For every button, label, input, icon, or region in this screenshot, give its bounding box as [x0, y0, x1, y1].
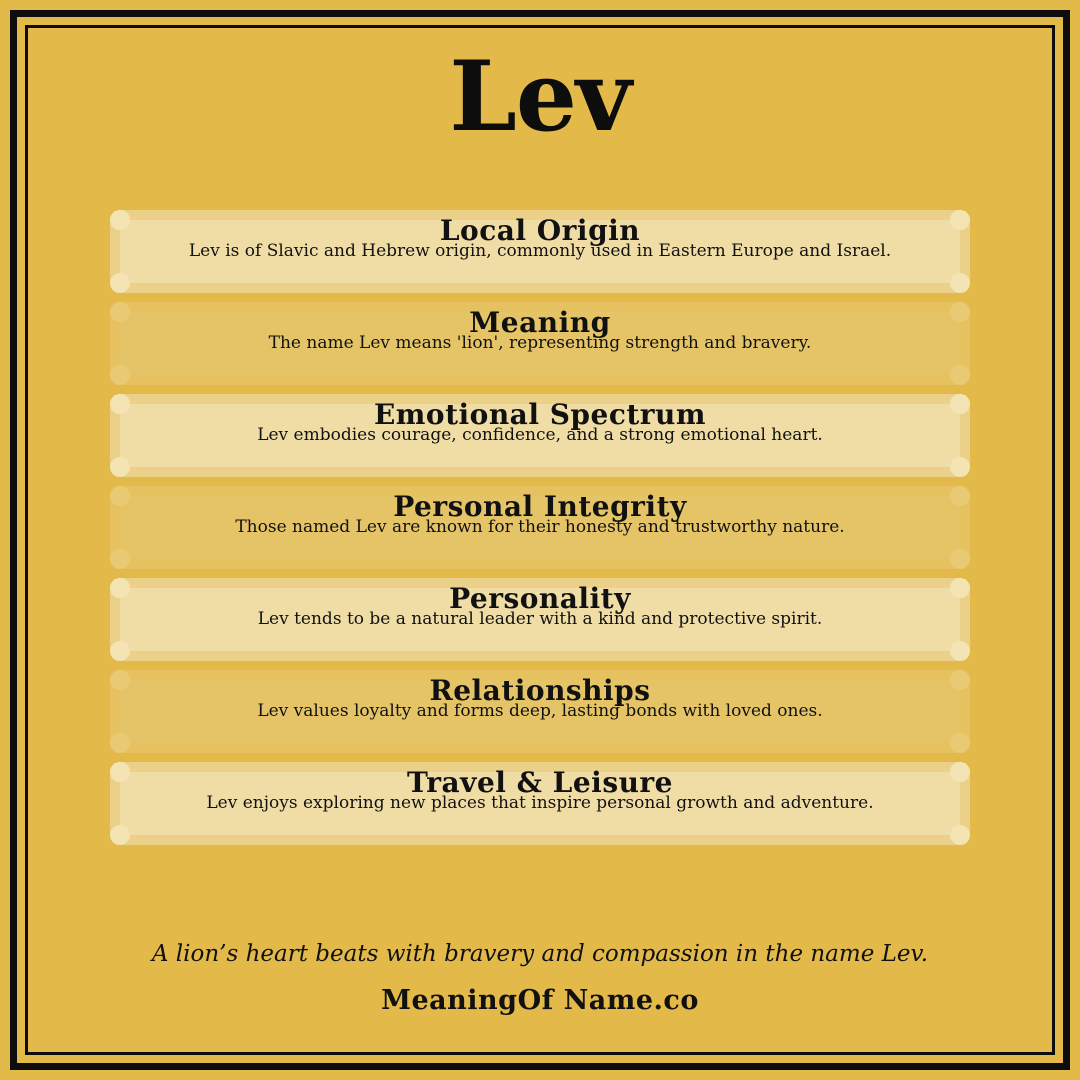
section-emotional-spectrum	[110, 394, 970, 477]
section-heading: Personality	[449, 582, 631, 615]
corner-dot	[950, 641, 970, 661]
section-text: Those named Lev are known for their honesty and trustworthy nature.	[235, 517, 845, 537]
corner-dot	[950, 733, 970, 753]
section-heading: Meaning	[469, 306, 611, 339]
corner-dot	[110, 825, 130, 845]
corner-dot	[950, 273, 970, 293]
section-heading: Local Origin	[439, 214, 641, 247]
corner-dot	[950, 549, 970, 569]
corner-dot	[110, 365, 130, 385]
section-text: Lev enjoys exploring new places that inspire personal growth and adventure.	[206, 793, 874, 813]
section-personal-integrity	[110, 486, 970, 569]
corner-dot	[110, 549, 130, 569]
corner-dot	[110, 457, 130, 477]
section-local-origin	[110, 210, 970, 293]
section-heading: Travel & Leisure	[406, 766, 673, 799]
section-heading: Emotional Spectrum	[373, 398, 707, 431]
section-heading: Personal Integrity	[393, 490, 687, 523]
corner-dot	[950, 825, 970, 845]
section-list	[110, 210, 970, 854]
corner-dot	[950, 457, 970, 477]
corner-dot	[110, 733, 130, 753]
tagline: A lion’s heart beats with bravery and compassion in the name Lev.	[151, 941, 929, 967]
corner-dot	[110, 641, 130, 661]
site-name: MeaningOf Name.co	[381, 985, 699, 1016]
corner-dot	[950, 365, 970, 385]
section-meaning	[110, 302, 970, 385]
section-travel-leisure	[110, 762, 970, 845]
section-text: Lev values loyalty and forms deep, lasting bonds with loved ones.	[257, 701, 823, 721]
section-text: Lev embodies courage, confidence, and a strong emotional heart.	[257, 425, 823, 445]
section-text: The name Lev means 'lion', representing strength and bravery.	[268, 333, 812, 353]
section-text: Lev is of Slavic and Hebrew origin, commonly used in Eastern Europe and Israel.	[188, 241, 892, 261]
section-text: Lev tends to be a natural leader with a kind and protective spirit.	[257, 609, 823, 629]
section-heading: Relationships	[429, 674, 651, 707]
section-relationships	[110, 670, 970, 753]
corner-dot	[110, 273, 130, 293]
name-title: Lev	[449, 40, 631, 153]
section-personality	[110, 578, 970, 661]
